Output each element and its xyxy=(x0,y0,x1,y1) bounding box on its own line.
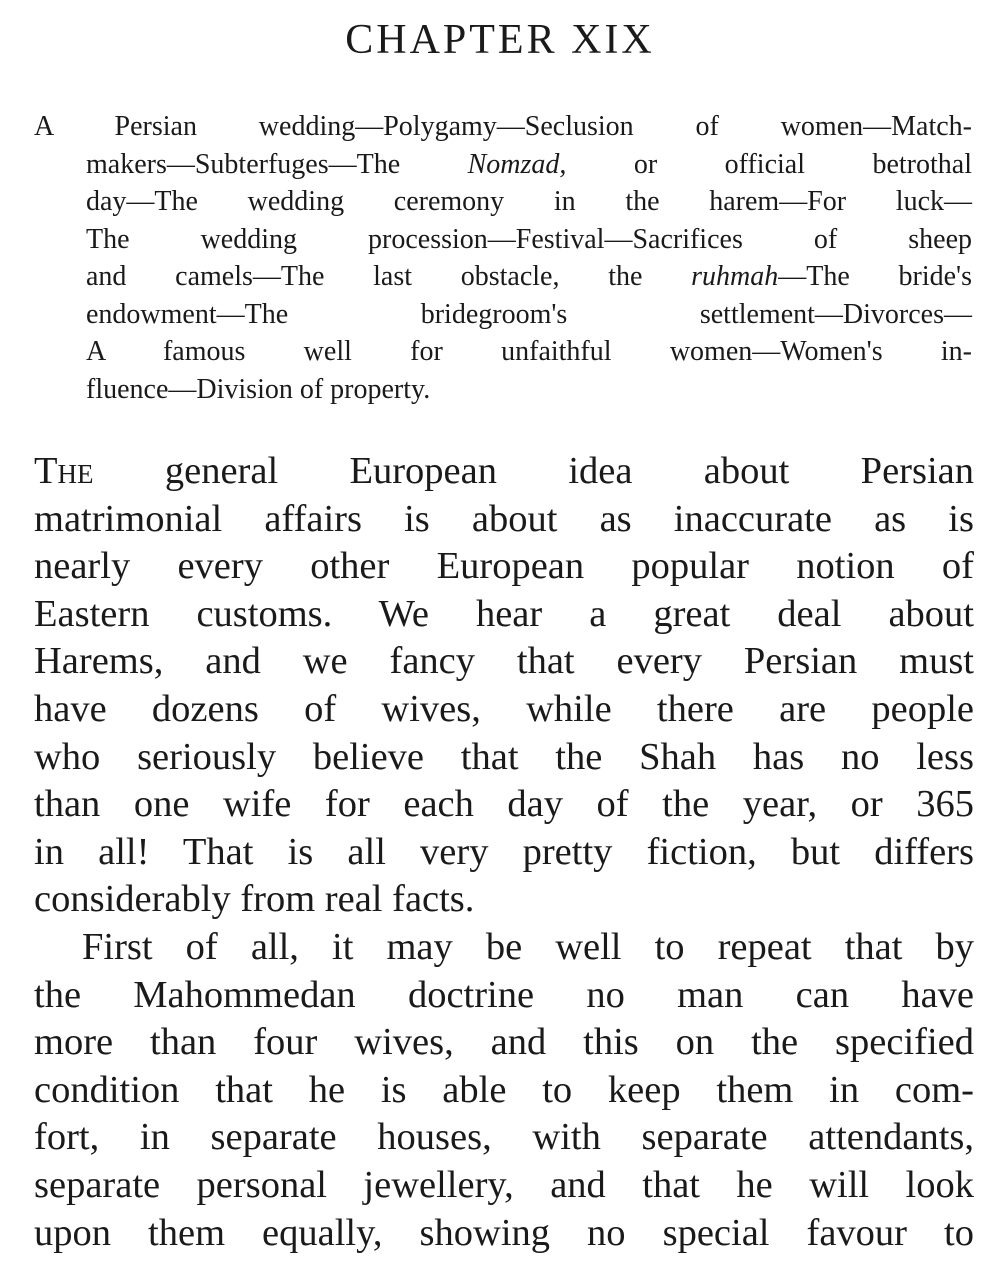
summary-line: A famous well for unfaithful women—Women's in- xyxy=(86,336,972,367)
body-text xyxy=(34,448,974,1257)
body-line: First of all, it may be well to repeat that by xyxy=(82,925,974,968)
summary-text: —The bride's xyxy=(778,261,972,292)
summary-line xyxy=(34,146,972,184)
summary-line: The wedding procession—Festival—Sacrifices of sheep xyxy=(86,223,972,255)
body-line: matrimonial affairs is about as inaccurate as is xyxy=(34,497,974,540)
summary-text: and camels—The last obstacle, the xyxy=(86,261,692,292)
summary-line xyxy=(34,258,972,296)
body-line: fort, in separate houses, with separate attendants, xyxy=(34,1116,974,1159)
body-line: separate personal jewellery, and that he will look xyxy=(34,1163,974,1206)
body-line: Harems, and we fancy that every Persian must xyxy=(34,640,974,683)
chapter-title: CHAPTER XIX xyxy=(345,17,655,63)
chapter-summary xyxy=(34,108,972,408)
body-line: than one wife for each day of the year, or 365 xyxy=(34,783,974,826)
body-line: in all! That is all very pretty fiction, but differs xyxy=(34,830,974,873)
body-text-span: general European idea about Persian xyxy=(93,450,974,492)
summary-italic-term: ruhmah xyxy=(691,261,779,292)
body-line: Eastern customs. We hear a great deal about xyxy=(34,592,974,635)
summary-text: or official betrothal xyxy=(566,148,972,180)
body-line xyxy=(34,448,974,496)
body-line: the Mahommedan doctrine no man can have xyxy=(34,973,974,1016)
summary-italic-term: Nomzad, xyxy=(467,148,567,180)
summary-text: makers—Subterfuges—The xyxy=(86,148,468,180)
body-line: considerably from real facts. xyxy=(34,878,475,921)
summary-line: day—The wedding ceremony in the harem—For luck— xyxy=(86,186,972,217)
body-line: have dozens of wives, while there are people xyxy=(34,687,974,730)
body-line: who seriously believe that the Shah has no less xyxy=(34,735,974,778)
body-line: upon them equally, showing no special favour to xyxy=(34,1211,974,1254)
summary-line: A Persian wedding—Polygamy—Seclusion of women—Match- xyxy=(34,111,972,142)
body-line: nearly every other European popular notion of xyxy=(34,545,974,588)
body-line: condition that he is able to keep them in com- xyxy=(34,1068,974,1111)
body-line: more than four wives, and this on the specified xyxy=(34,1021,974,1064)
summary-line: fluence—Division of property. xyxy=(86,373,431,405)
summary-line: endowment—The bridegroom's settlement—Divorces— xyxy=(86,298,972,330)
drop-word: The xyxy=(34,450,94,492)
